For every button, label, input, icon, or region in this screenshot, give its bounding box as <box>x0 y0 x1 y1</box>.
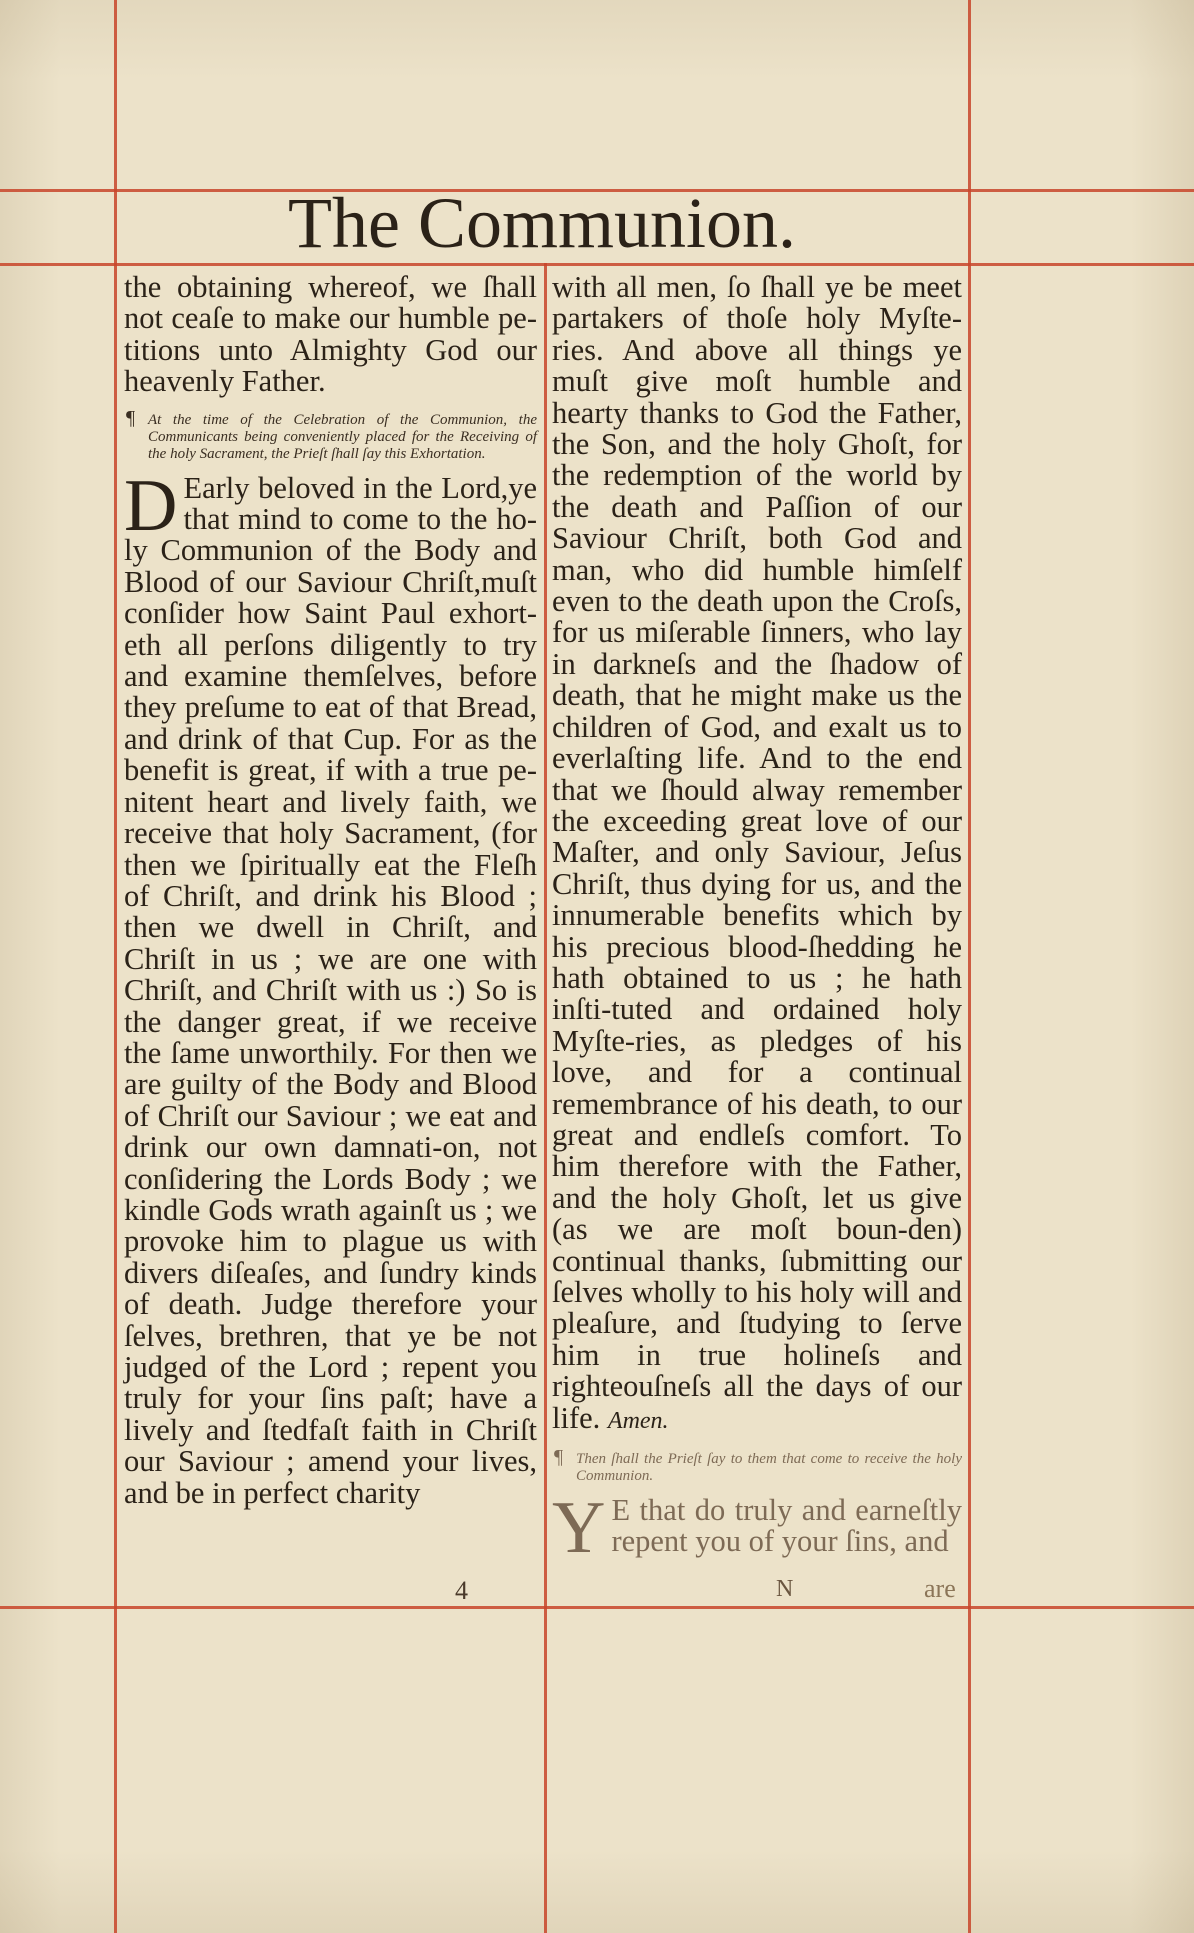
invitation-text: E that do truly and earneſtly repent you of your ſins, and <box>611 1493 962 1559</box>
pilcrow-icon: ¶ <box>554 1446 564 1469</box>
signature-mark: N <box>776 1576 794 1602</box>
rule-right <box>968 0 971 1933</box>
left-rubric <box>124 406 537 463</box>
rule-left <box>114 0 117 1933</box>
pilcrow-icon: ¶ <box>126 406 136 429</box>
invitation-paragraph <box>552 1487 962 1570</box>
left-column <box>124 272 537 1509</box>
right-column <box>552 270 962 1570</box>
amen-text: Amen. <box>607 1407 669 1434</box>
right-continuation-text: with all men, ſo ſhall ye be meet partakers of thoſe holy Myſte-ries. And above all things ye muſt give moſt humble and hearty thanks to God the Father, the Son, and the holy Ghoſt, for the redemption of the world by the death and Paſſion of our Saviour Chriſt, both God and man, who did humble himſelf even to the death upon the Croſs, for us miſerable ſinners, who lay in darkneſs and the ſhadow of death, that he might make us the children of God, and exalt us to everlaſting life. And to the end that we ſhould alway remember the exceeding great love of our Maſter, and only Saviour, Jeſus Chriſt, thus dying for us, and the innumerable benefits which by his precious blood-ſhedding he hath obtained to us ; he hath inſti-tuted and ordained holy Myſte-ries, as pledges of his love, and for a continual remembrance of his death, to our great and endleſs comfort. To him therefore with the Father, and the holy Ghoſt, let us give (as we are moſt boun-den) continual thanks, ſubmitting our ſelves wholly to his holy will and pleaſure, and ſtudying to ſerve him in true holineſs and righteouſneſs all the days of our life. <box>552 270 962 1435</box>
drop-cap: D <box>124 464 178 547</box>
drop-cap: Y <box>552 1487 606 1570</box>
left-rubric-text: At the time of the Celebration of the Communion, the Communicants being conveniently placed for the Receiving of the holy Sacrament, the Prieſt ſhall ſay this Exhortation. <box>148 411 537 462</box>
rule-bottom <box>0 1606 1194 1609</box>
page-number: 4 <box>455 1576 468 1605</box>
left-lead-paragraph: the obtaining whereof, we ſhall not ceaſe to make our humble pe-titions unto Almighty God our heavenly Father. <box>124 270 537 399</box>
exhortation-paragraph <box>124 464 537 1510</box>
right-rubric-text: Then ſhall the Prieſt ſay to them that come to receive the holy Communion. <box>576 1451 962 1485</box>
right-rubric <box>552 1446 962 1485</box>
exhortation-text: Early beloved in the Lord,ye that mind to come to the ho-ly Communion of the Body and Blood of our Saviour Chriſt,muſt conſider how Saint Paul exhort-eth all perſons diligently to try and examine themſelves, before they preſume to eat of that Bread, and drink of that Cup. For as the benefit is great, if with a true pe-nitent heart and lively faith, we receive that holy Sacrament, (for then we ſpiritually eat the Fleſh of Chriſt, and drink his Blood ; then we dwell in Chriſt, and Chriſt in us ; we are one with Chriſt, and Chriſt with us :) So is the danger great, if we receive the ſame unworthily. For then we are guilty of the Body and Blood of Chriſt our Saviour ; we eat and drink our own damnati-on, not conſidering the Lords Body ; we kindle Gods wrath againſt us ; we provoke him to plague us with divers diſeaſes, and ſundry kinds of death. Judge therefore your ſelves, brethren, that ye be not judged of the Lord ; repent you truly for your ſins paſt; have a lively and ſtedfaſt faith in Chriſt our Saviour ; amend your lives, and be in perfect charity <box>124 470 537 1510</box>
catchword: are <box>924 1574 956 1603</box>
rule-center <box>544 263 547 1933</box>
page-title: The Communion. <box>288 183 796 263</box>
right-continuation-paragraph <box>552 272 962 1437</box>
